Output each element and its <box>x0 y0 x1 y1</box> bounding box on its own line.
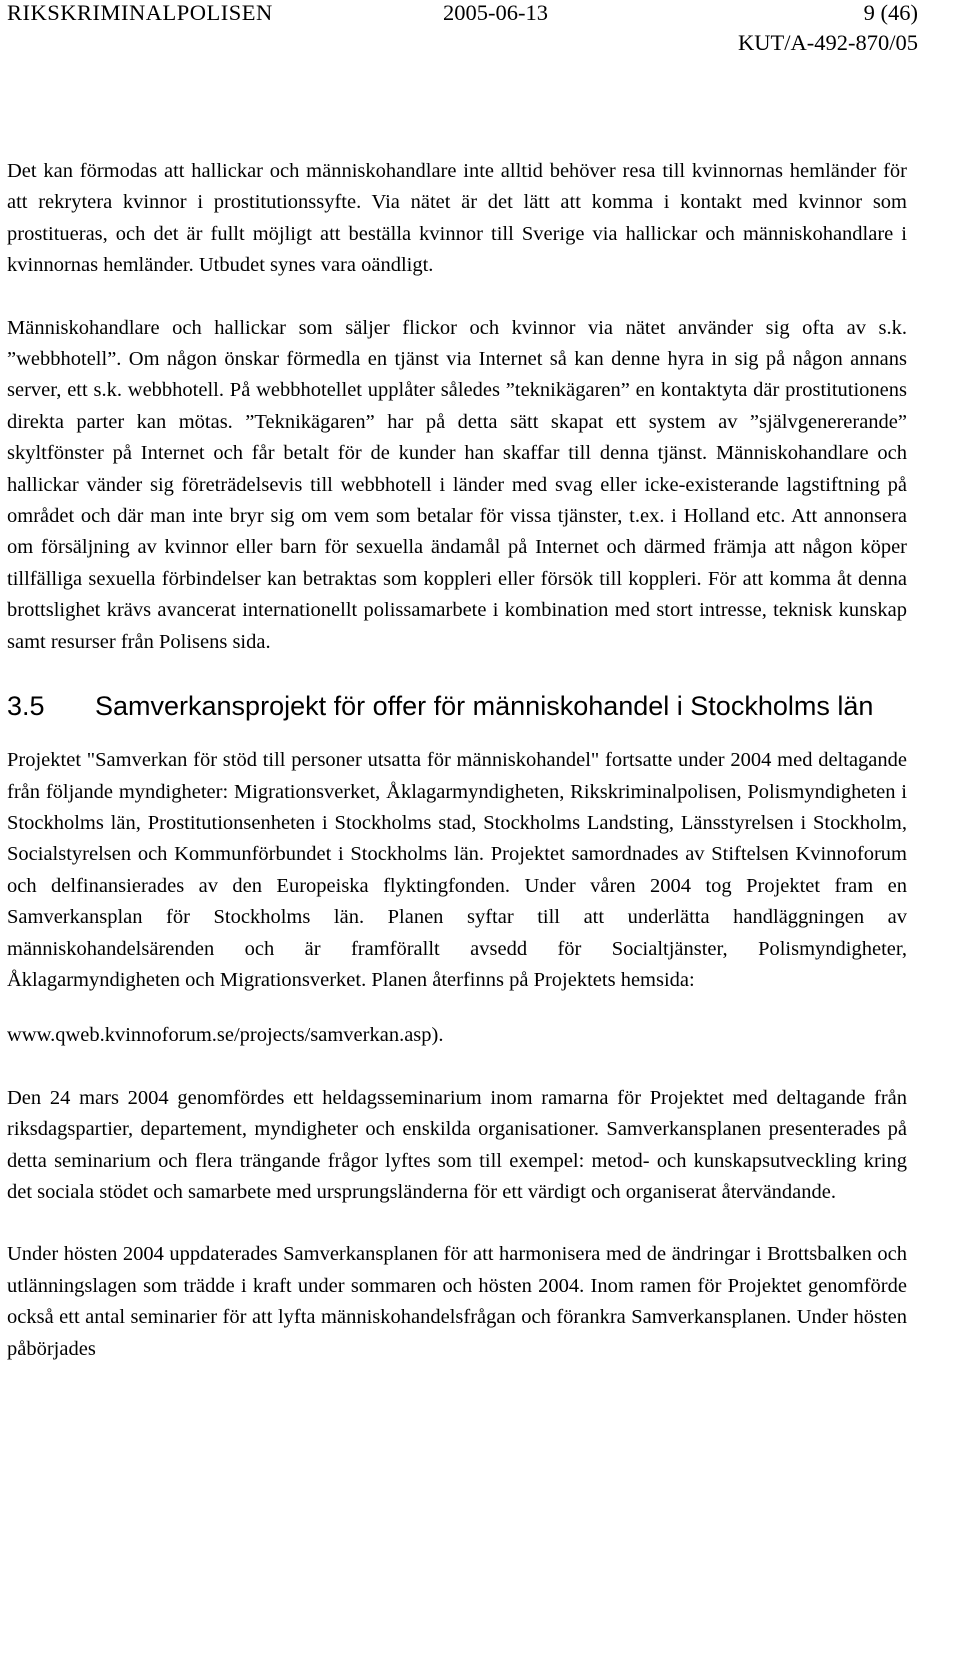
paragraph-project: Projektet "Samverkan för stöd till personer utsatta för människohandel" fortsatte under 2004 med deltagande från följande myndigheter: Migrationsverket, Åklagarmyndigheten, Rikskriminalpolisen, Polismyndigheten i Stockholms län, Prostitutionsenheten i Stockholms stad, Stockholms Landsting, Länsstyrelsen i Stockholm, Socialstyrelsen och Kommunförbundet i Stockholms län. Projektet samordnades av Stiftelsen Kvinnoforum och delfinansierades av den Europeiska flyktingfonden. Under våren 2004 tog Projektet fram en Samverkansplan för Stockholms län. Planen syftar till att underlätta handläggningen av människohandelsärenden och är framförallt avsedd för Socialtjänster, Polismyndigheter, Åklagarmyndigheten och Migrationsverket. Planen återfinns på Projektets hemsida: <box>7 749 907 991</box>
paragraph-autumn-update: Under hösten 2004 uppdaterades Samverkansplanen för att harmonisera med de ändringar i Brottsbalken och utlänningslagen som trädde i kraft under sommaren och hösten 2004. Inom ramen för Projektet genomförde också ett antal seminarier för att lyfta människohandelsfrågan och förankra Samverkansplanen. Under hösten påbörjades <box>7 1243 907 1360</box>
document-body <box>7 156 907 1396</box>
header-date: 2005-06-13 <box>443 0 548 25</box>
project-url: www.qweb.kvinnoforum.se/projects/samverkan.asp). <box>7 1024 444 1047</box>
section-number: 3.5 <box>7 691 45 722</box>
paragraph-recruitment: Det kan förmodas att hallickar och människohandlare inte alltid behöver resa till kvinnornas hemländer för att rekrytera kvinnor i prostitutionssyfte. Via nätet är det lätt att komma i kontakt med kvinnor som prostitueras, och det är fullt möjligt att beställa kvinnor till Sverige via hallickar och människohandlare i kvinnornas hemländer. Utbudet synes vara oändligt. <box>7 160 907 277</box>
header-reference: KUT/A-492-870/05 <box>738 30 918 55</box>
page-header <box>0 0 960 70</box>
section-heading <box>7 689 907 723</box>
paragraph-webhotels: Människohandlare och hallickar som säljer flickor och kvinnor via nätet använder sig ofta av s.k. ”webbhotell”. Om någon önskar förmedla en tjänst via Internet så kan denne hyra in sig på någon annans server, ett s.k. webbhotell. På webbhotellet upplåter således ”teknikägaren” en kontaktyta där prostitutionens direkta parter kan mötas. ”Teknikägaren” har på detta sätt skapat ett system av ”självgenererande” skyltfönster på Internet och får betalt för de kunder han skaffar till denna tjänst. Människohandlare och hallickar vänder sig företrädelsevis till webbhotell i länder med svag eller icke-existerande lagstiftning på området och där man inte bryr sig om vem som betalar för vissa tjänster, t.ex. i Holland etc. Att annonsera om försäljning av kvinnor eller barn för sexuella ändamål på Internet och därmed främja att någon köper tillfälliga sexuella förbindelser kan betraktas som koppleri eller försök till koppleri. För att komma åt denna brottslighet krävs avancerat internationellt polissamarbete i kombination med stort intresse, teknisk kunskap samt resurser från Polisens sida. <box>7 316 907 653</box>
header-organization: RIKSKRIMINALPOLISEN <box>7 0 273 25</box>
section-title: Samverkansprojekt för offer för människohandel i Stockholms län <box>95 691 874 722</box>
header-page-number: 9 (46) <box>863 0 918 25</box>
paragraph-seminar: Den 24 mars 2004 genomfördes ett heldagsseminarium inom ramarna för Projektet med deltagande från riksdagspartier, departement, myndigheter och enskilda organisationer. Samverkansplanen presenterades på detta seminarium och flera trängande frågor lyftes som till exempel: metod- och kunskapsutveckling kring det sociala stödet och samarbete med ursprungsländerna för ett värdigt och organiserat återvändande. <box>7 1086 907 1203</box>
